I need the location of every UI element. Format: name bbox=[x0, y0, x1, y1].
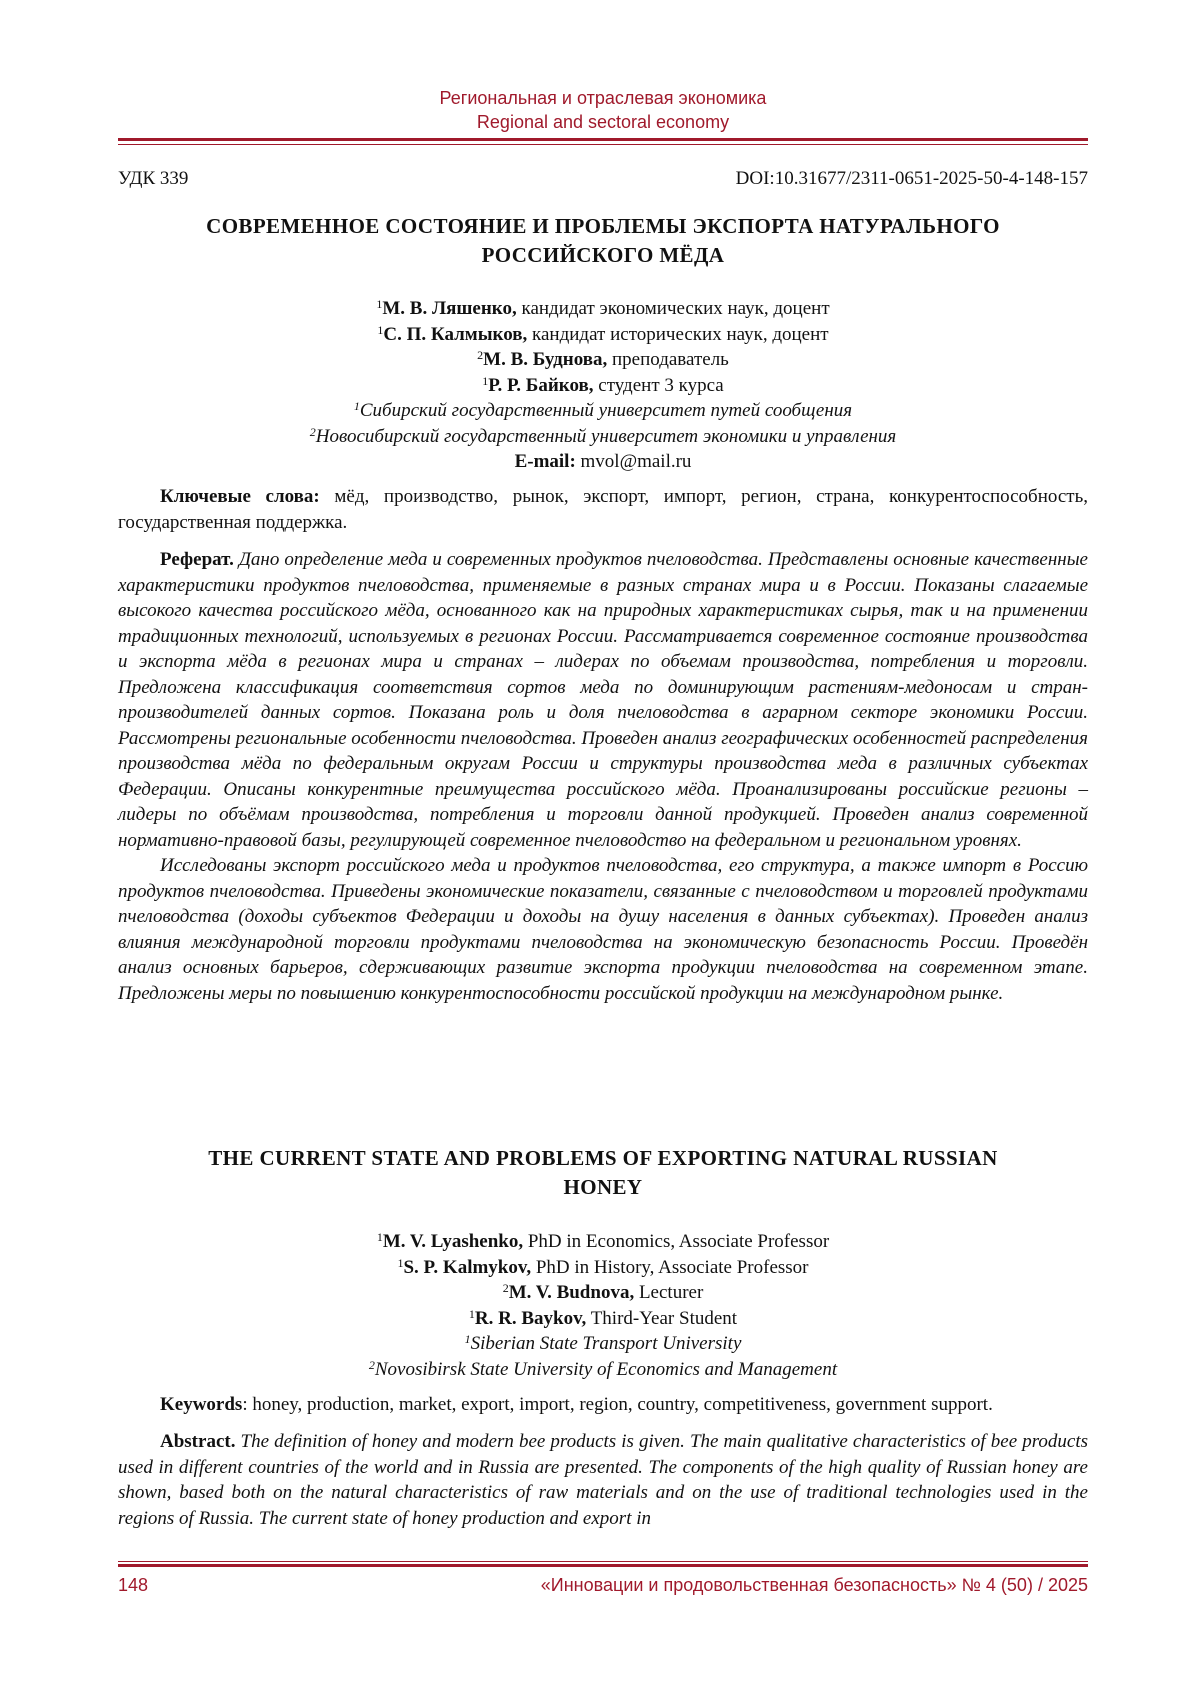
affiliation-text: Новосибирский государственный университет экономики и управления bbox=[315, 425, 897, 447]
header-title-en: Regional and sectoral economy bbox=[476, 112, 730, 132]
author-name: М. В. Буднова, bbox=[483, 349, 608, 370]
journal-info: «Инновации и продовольственная безопасность» № 4 (50) / 2025 bbox=[540, 1575, 1088, 1595]
abstract-ru-label: Реферат. bbox=[160, 549, 234, 570]
author-name: R. R. Baykov, bbox=[474, 1307, 587, 1329]
udk-code: УДК 339 bbox=[118, 168, 189, 189]
affiliation-line bbox=[118, 1331, 1088, 1357]
affiliation-sup: 1 bbox=[353, 399, 360, 413]
author-role: кандидат экономических наук, доцент bbox=[516, 298, 830, 319]
affiliation-line bbox=[118, 1357, 1088, 1383]
email-line bbox=[118, 449, 1088, 475]
title-en bbox=[118, 1144, 1088, 1202]
header-rule-thin bbox=[118, 144, 1088, 145]
author-name: S. P. Kalmykov, bbox=[403, 1256, 532, 1278]
authors-ru bbox=[118, 296, 1088, 475]
title-ru-line2: РОССИЙСКОГО МЁДА bbox=[481, 243, 725, 267]
doi: DOI:10.31677/2311-0651-2025-50-4-148-157 bbox=[735, 168, 1088, 189]
author-line bbox=[118, 373, 1088, 399]
abstract-ru-p1: Дано определение меда и современных продуктов пчеловодства. Представлены основные качественные характеристики продуктов пчеловодства, применяемые в разных странах мира и в России. Показаны слагаемые высокого качества российского мёда, основанного как на природных характеристиках сырья, так и на применении традиционных технологий, используемых в регионах России. Рассматривается современное состояние производства и экспорта мёда в регионах мира и странах – лидерах по объемам производства, потребления и торговли. Предложена классификация соответствия сортов меда по доминирующим растениям-медоносам и стран-производителей данных сортов. Показана роль и доля пчеловодства в аграрном секторе экономики России. Рассмотрены региональные особенности пчеловодства. Проведен анализ географических особенностей распределения производства мёда по федеральным округам России и структуры производства меда в различных субъектах Федерации. Описаны конкурентные преимущества российского мёда. Проанализированы российские регионы – лидеры по объёмам производства, потребления и торговли данной продукцией. Проведен анализ современной нормативно-правовой базы, регулирующей современное пчеловодство на федеральном и региональном уровнях. bbox=[118, 549, 1088, 851]
author-name: М. В. Ляшенко, bbox=[382, 298, 517, 319]
author-line bbox=[118, 347, 1088, 373]
author-line bbox=[118, 1229, 1088, 1255]
author-line bbox=[118, 1306, 1088, 1332]
affiliation-sup: 2 bbox=[309, 424, 316, 439]
author-role: Lecturer bbox=[634, 1282, 704, 1303]
author-role: PhD in Economics, Associate Professor bbox=[523, 1231, 830, 1252]
author-line bbox=[118, 296, 1088, 322]
affiliation-text: Сибирский государственный университет путей сообщения bbox=[359, 400, 853, 421]
header-rule-thick bbox=[118, 138, 1088, 141]
affiliation-text: Novosibirsk State University of Economics and Management bbox=[374, 1358, 838, 1380]
author-name: Р. Р. Байков, bbox=[488, 374, 594, 396]
footer-rule-thick bbox=[118, 1564, 1088, 1567]
author-sup: 2 bbox=[502, 1281, 509, 1295]
author-line bbox=[118, 1280, 1088, 1306]
author-role: Third-Year Student bbox=[586, 1307, 738, 1329]
author-sup: 1 bbox=[376, 1230, 383, 1244]
author-sup: 2 bbox=[477, 348, 484, 362]
author-sup: 1 bbox=[376, 297, 383, 311]
keywords-en-text: : honey, production, market, export, import, region, country, competitiveness, government support. bbox=[242, 1394, 993, 1415]
header-title-ru: Региональная и отраслевая экономика bbox=[439, 88, 767, 108]
authors-en bbox=[118, 1229, 1088, 1382]
email-label: E-mail: bbox=[514, 451, 576, 472]
email-link[interactable]: mvol@mail.ru bbox=[575, 451, 692, 472]
title-ru-line1: СОВРЕМЕННОЕ СОСТОЯНИЕ И ПРОБЛЕМЫ ЭКСПОРТА НАТУРАЛЬНОГО bbox=[206, 214, 1000, 238]
author-line bbox=[118, 1255, 1088, 1281]
author-name: С. П. Калмыков, bbox=[383, 323, 528, 345]
title-ru bbox=[118, 212, 1088, 270]
keywords-ru-label: Ключевые слова: bbox=[160, 486, 320, 507]
affiliation-line bbox=[118, 424, 1088, 450]
footer-rule-thin bbox=[118, 1561, 1088, 1562]
title-en-line2: HONEY bbox=[563, 1175, 643, 1199]
title-en-line1: THE CURRENT STATE AND PROBLEMS OF EXPORTING NATURAL RUSSIAN bbox=[208, 1146, 998, 1170]
affiliation-sup: 2 bbox=[368, 1357, 375, 1372]
keywords-en-label: Keywords bbox=[160, 1394, 243, 1415]
abstract-en-text: The definition of honey and modern bee products is given. The main qualitative characteristics of bee products used in different countries of the world and in Russia are presented. The components of the high quality of Russian honey are shown, based both on the natural characteristics of raw materials and on the use of traditional technologies used in the regions of Russia. The current state of honey production and export in bbox=[118, 1431, 1088, 1529]
author-role: кандидат исторических наук, доцент bbox=[527, 323, 829, 345]
author-role: PhD in History, Associate Professor bbox=[531, 1256, 809, 1278]
affiliation-sup: 1 bbox=[464, 1332, 471, 1346]
author-sup: 1 bbox=[482, 373, 489, 388]
abstract-en bbox=[118, 1429, 1088, 1531]
author-sup: 1 bbox=[377, 322, 384, 337]
abstract-ru bbox=[118, 547, 1088, 1006]
abstract-ru-p2: Исследованы экспорт российского меда и продуктов пчеловодства, его структура, а также импорт в Россию продуктов пчеловодства. Приведены экономические показатели, связанные с пчеловодством и торговлей продуктами пчеловодства (доходы субъектов Федерации и доходы на душу населения в данных субъектах). Проведен анализ влияния международной торговли продуктами пчеловодства на экономическую безопасность России. Проведён анализ основных барьеров, сдерживающих развитие экспорта продукции пчеловодства на современном этапе. Предложены меры по повышению конкурентоспособности российской продукции на международном рынке. bbox=[118, 855, 1088, 1004]
author-line bbox=[118, 322, 1088, 348]
running-header bbox=[118, 86, 1088, 134]
author-role: преподаватель bbox=[607, 349, 729, 370]
author-sup: 1 bbox=[397, 1255, 404, 1270]
affiliation-line bbox=[118, 398, 1088, 424]
keywords-ru-text: мёд, производство, рынок, экспорт, импорт, регион, страна, конкурентоспособность, государственная поддержка. bbox=[118, 486, 1088, 533]
author-sup: 1 bbox=[468, 1306, 475, 1321]
author-name: M. V. Budnova, bbox=[508, 1282, 635, 1303]
page-number: 148 bbox=[118, 1575, 149, 1595]
author-name: M. V. Lyashenko, bbox=[382, 1231, 524, 1252]
affiliation-text: Siberian State Transport University bbox=[470, 1333, 742, 1354]
abstract-en-label: Abstract. bbox=[160, 1431, 236, 1452]
author-role: студент 3 курса bbox=[593, 374, 724, 396]
keywords-ru bbox=[118, 484, 1088, 535]
keywords-en bbox=[118, 1392, 1088, 1418]
